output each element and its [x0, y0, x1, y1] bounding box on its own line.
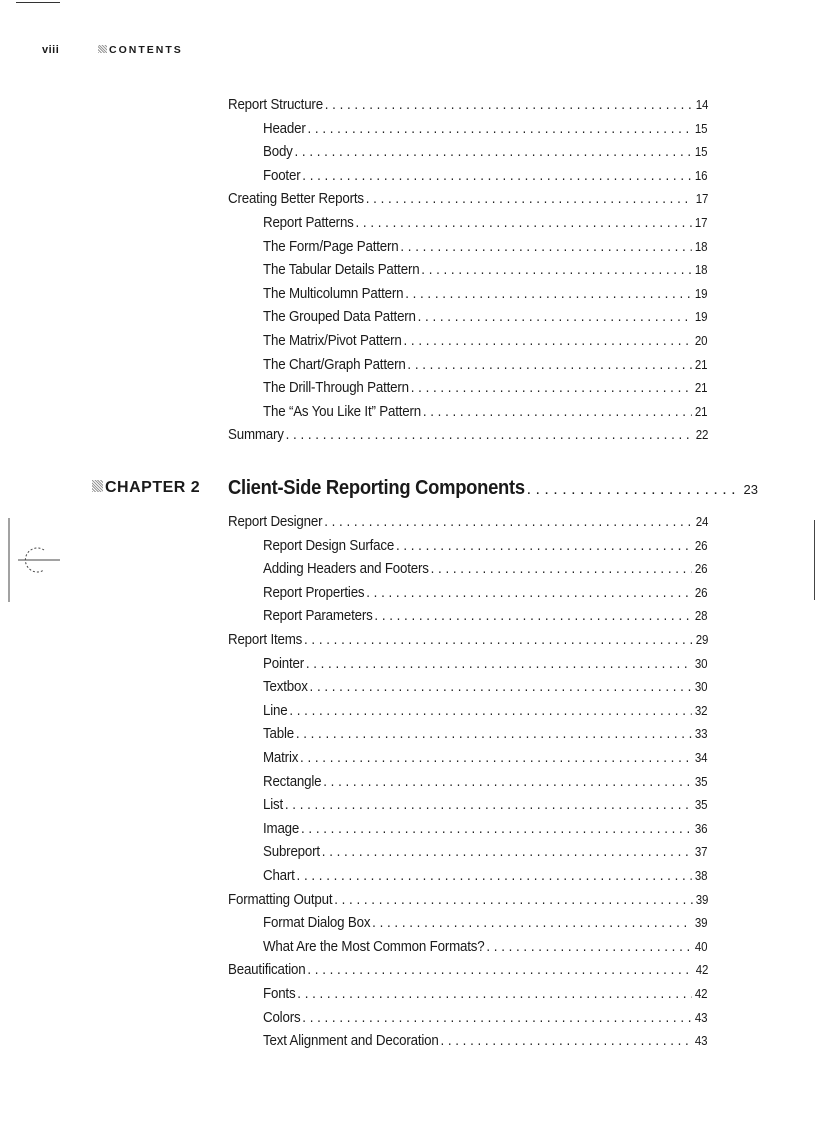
dot-leader: [431, 561, 693, 577]
right-edge-mark: [814, 520, 815, 600]
dot-leader: [404, 333, 693, 349]
toc-entry-page: 19: [694, 286, 708, 301]
dot-leader: [486, 939, 692, 955]
dot-leader: [421, 262, 692, 278]
toc-entry[interactable]: [228, 427, 708, 447]
dot-leader: [411, 380, 692, 396]
dot-leader: [440, 1033, 692, 1049]
chapter-page-number: 23: [743, 482, 758, 497]
toc-entry[interactable]: [263, 868, 707, 888]
toc-entry-title: The Tabular Details Pattern: [263, 262, 420, 279]
toc-entry-title: Report Items: [228, 632, 303, 648]
toc-entry-title: The “As You Like It” Pattern: [263, 403, 421, 420]
toc-entry-page: 28: [694, 609, 708, 624]
toc-entry-title: Rectangle: [263, 773, 322, 790]
toc-entry[interactable]: [263, 774, 707, 794]
toc-entry-page: 17: [695, 192, 709, 207]
toc-entry[interactable]: [263, 656, 707, 676]
toc-entry[interactable]: [263, 333, 707, 353]
dot-leader: [400, 239, 692, 255]
dot-leader: [295, 144, 693, 160]
toc-entry-title: Chart: [263, 868, 295, 884]
dot-leader: [310, 679, 693, 695]
toc-entry[interactable]: [263, 538, 707, 558]
toc-entry-title: Header: [263, 120, 306, 137]
toc-entry[interactable]: [228, 892, 708, 912]
dot-leader: [289, 703, 692, 719]
toc-entry[interactable]: [263, 915, 707, 935]
toc-entry-title: Report Parameters: [263, 608, 373, 625]
dot-leader: [300, 750, 692, 766]
toc-entry[interactable]: [263, 309, 707, 329]
toc-entry-title: Beautification: [228, 962, 306, 979]
running-head-label: CONTENTS: [109, 44, 183, 56]
toc-entry-page: 38: [694, 869, 708, 883]
toc-entry[interactable]: [263, 939, 707, 959]
toc-entry[interactable]: [263, 1033, 707, 1053]
toc-entry-page: 18: [694, 263, 708, 278]
toc-entry[interactable]: [263, 986, 707, 1006]
dot-leader: [322, 844, 692, 860]
toc-entry[interactable]: [263, 357, 707, 377]
toc-entry-title: The Multicolumn Pattern: [263, 285, 404, 302]
toc-entry[interactable]: [228, 191, 708, 211]
top-rule: [16, 2, 60, 3]
toc-entry-page: 20: [694, 334, 708, 348]
chapter-label: [92, 479, 200, 497]
chapter-title: Client-Side Reporting Components: [228, 477, 525, 499]
toc-entry-page: 33: [694, 727, 708, 742]
toc-entry-title: Image: [263, 820, 300, 837]
toc-entry[interactable]: [228, 962, 708, 982]
toc-entry-title: Report Design Surface: [263, 537, 395, 554]
toc-entry[interactable]: [263, 144, 707, 164]
toc-entry[interactable]: [263, 797, 707, 817]
dot-leader: [286, 427, 693, 443]
toc-entry-page: 26: [694, 585, 708, 600]
toc-entry-page: 40: [694, 939, 708, 954]
dot-leader: [372, 915, 692, 931]
dot-leader: [405, 286, 692, 302]
toc-entry-title: Matrix: [263, 750, 299, 766]
dot-leader: [418, 309, 693, 325]
toc-entry[interactable]: [263, 585, 707, 605]
dot-leader: [407, 357, 692, 373]
dot-leader: [296, 726, 692, 742]
dot-leader: [366, 191, 693, 207]
dot-leader: [325, 97, 693, 113]
toc-entry-title: List: [263, 797, 284, 814]
toc-entry[interactable]: [263, 703, 707, 723]
toc-entry-page: 32: [694, 703, 708, 718]
toc-entry-title: The Grouped Data Pattern: [263, 309, 416, 326]
crop-mark-icon: [0, 518, 64, 602]
toc-entry-page: 35: [694, 798, 708, 813]
toc-entry-title: Table: [263, 726, 294, 743]
dot-leader: [356, 215, 693, 231]
toc-entry[interactable]: [263, 844, 707, 864]
toc-entry-title: The Chart/Graph Pattern: [263, 356, 406, 373]
dot-leader: [366, 585, 692, 601]
running-head: [42, 44, 183, 56]
dot-leader: [334, 892, 693, 908]
toc-entry-page: 36: [694, 821, 708, 836]
dot-leader: [297, 986, 692, 1002]
toc-entry-title: Summary: [228, 427, 284, 444]
toc-entry[interactable]: [263, 262, 707, 282]
toc-entry-title: What Are the Most Common Formats?: [263, 938, 485, 955]
toc-entry-page: 19: [694, 310, 708, 325]
toc-entry[interactable]: [263, 239, 707, 259]
toc-entry-title: The Drill-Through Pattern: [263, 380, 409, 397]
toc-entry-page: 39: [694, 916, 708, 931]
toc-entry-page: 21: [694, 404, 708, 419]
toc-entry[interactable]: [263, 679, 707, 699]
toc-entry-title: Format Dialog Box: [263, 915, 371, 932]
page-folio: viii: [42, 44, 60, 56]
toc-entry-page: 26: [694, 562, 708, 577]
dot-leader: [301, 821, 692, 837]
dot-leader: [302, 1010, 692, 1026]
chapter-marker-icon: [92, 480, 103, 492]
toc-entry-title: Adding Headers and Footers: [263, 561, 429, 578]
dot-leader: [306, 656, 692, 672]
toc-entry[interactable]: [263, 821, 707, 841]
toc-entry-title: Report Properties: [263, 584, 365, 601]
toc-entry-page: 18: [694, 239, 708, 254]
toc-entry[interactable]: [263, 286, 707, 306]
dot-leader: [323, 774, 692, 790]
toc-entry-title: Textbox: [263, 679, 308, 696]
section-marker-icon: [98, 45, 107, 53]
dot-leader: [324, 514, 693, 530]
toc-entry[interactable]: [263, 121, 707, 141]
dot-leader: [396, 538, 692, 554]
toc-entry-title: Body: [263, 144, 293, 161]
toc-entry-page: 30: [694, 656, 708, 671]
dot-leader: [285, 797, 692, 813]
toc-entry[interactable]: [263, 561, 707, 581]
toc-entry-page: 37: [694, 845, 708, 860]
toc-entry[interactable]: [263, 726, 707, 746]
dot-leader: [527, 481, 740, 499]
toc-entry-page: 21: [694, 381, 708, 396]
toc-entry-title: The Matrix/Pivot Pattern: [263, 333, 402, 349]
toc-entry[interactable]: [263, 215, 707, 235]
toc-entry[interactable]: [228, 632, 708, 652]
toc-entry-title: Line: [263, 702, 288, 719]
toc-entry-page: 42: [694, 987, 708, 1001]
dot-leader: [374, 608, 692, 624]
toc-entry-page: 43: [694, 1010, 708, 1025]
dot-leader: [297, 868, 693, 884]
toc-entry-page: 30: [694, 680, 708, 695]
toc-entry-page: 34: [694, 751, 708, 765]
toc-entry-page: 22: [695, 428, 709, 443]
toc-entry-page: 26: [694, 538, 708, 553]
toc-entry-page: 39: [695, 892, 709, 907]
toc-entry-title: Report Structure: [228, 97, 323, 113]
toc-entry[interactable]: [263, 168, 707, 188]
toc-entry-title: Text Alignment and Decoration: [263, 1033, 439, 1050]
toc-entry[interactable]: [263, 608, 707, 628]
toc-entry-title: Colors: [263, 1009, 301, 1026]
toc-entry-title: Footer: [263, 167, 301, 184]
toc-entry[interactable]: [263, 750, 707, 770]
toc-entry-title: Formatting Output: [228, 891, 333, 908]
toc-entry-title: The Form/Page Pattern: [263, 238, 399, 255]
toc-entry[interactable]: [263, 1010, 707, 1030]
toc-entry-page: 17: [694, 216, 708, 230]
toc-entry-title: Subreport: [263, 844, 320, 861]
toc-entry[interactable]: [228, 514, 708, 534]
toc-entry[interactable]: [263, 380, 707, 400]
toc-entry-page: 16: [694, 168, 708, 183]
toc-entry-page: 15: [694, 145, 708, 160]
toc-entry-title: Fonts: [263, 986, 296, 1002]
toc-entry-page: 14: [695, 98, 709, 112]
dot-leader: [423, 404, 692, 420]
dot-leader: [302, 168, 692, 184]
toc-entry-title: Report Patterns: [263, 215, 354, 231]
toc-entry-page: 42: [695, 963, 709, 978]
toc-entry-page: 15: [694, 121, 708, 136]
toc-entry-title: Creating Better Reports: [228, 191, 364, 208]
toc-entry-title: Report Designer: [228, 514, 323, 530]
toc-entry[interactable]: [263, 404, 707, 424]
dot-leader: [304, 632, 693, 648]
dot-leader: [307, 121, 692, 137]
toc-entry-page: 43: [694, 1034, 708, 1049]
chapter-label-text: CHAPTER 2: [105, 479, 201, 496]
toc-entry-page: 29: [695, 633, 709, 647]
chapter-heading[interactable]: [228, 477, 758, 503]
toc-entry[interactable]: [228, 97, 708, 117]
toc-entry-title: Pointer: [263, 655, 304, 672]
toc-entry-page: 24: [695, 515, 709, 529]
toc-entry-page: 35: [694, 774, 708, 789]
toc-entry-page: 21: [694, 357, 708, 372]
dot-leader: [307, 962, 693, 978]
